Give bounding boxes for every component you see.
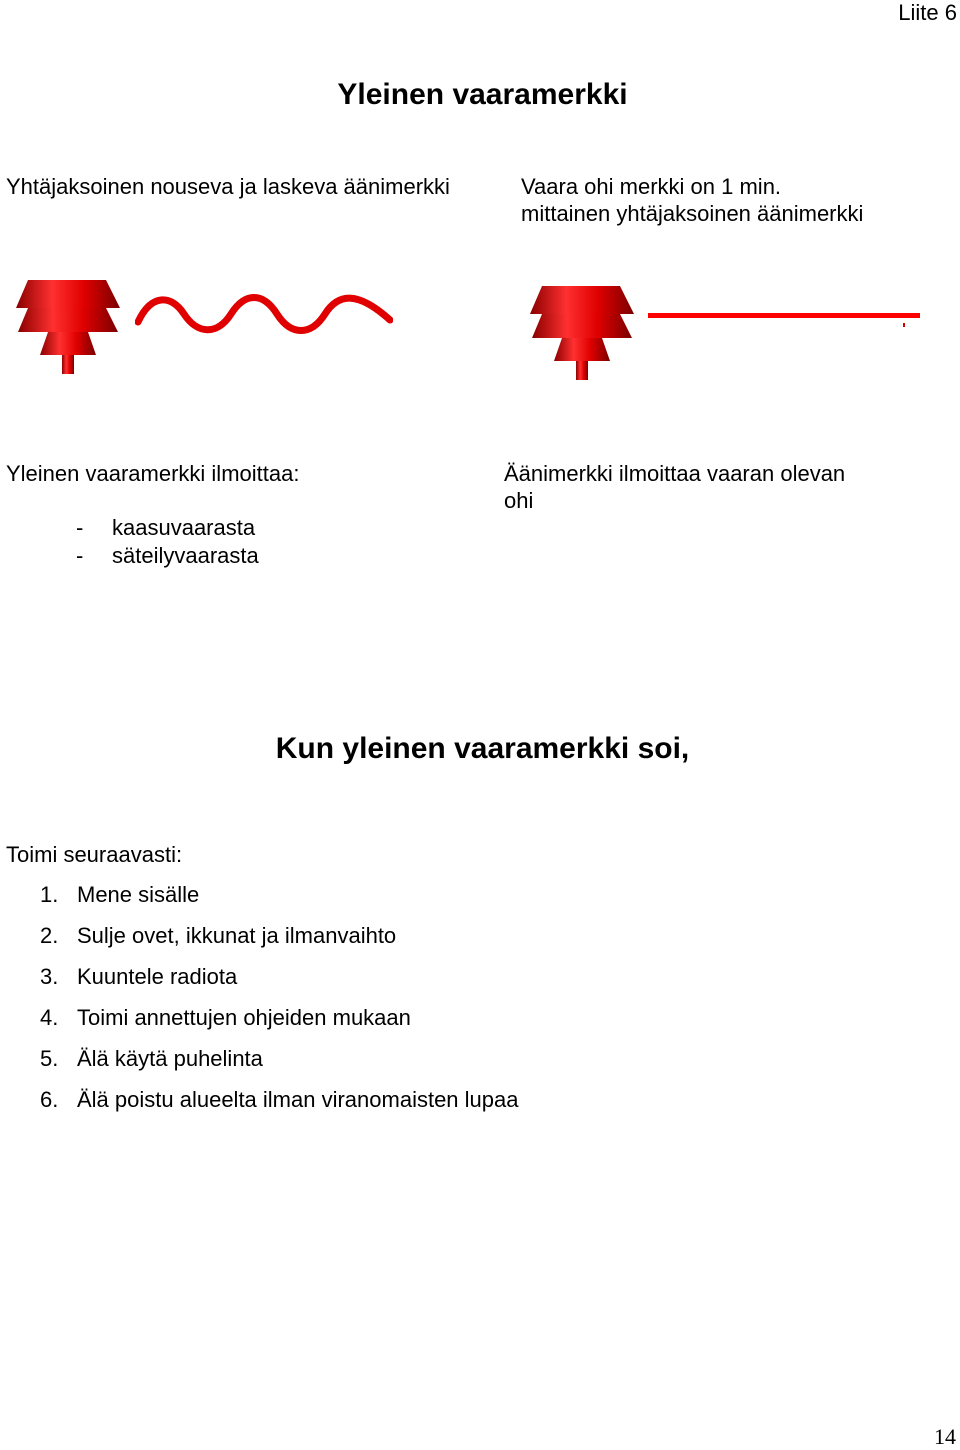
step-number: 2. [40,923,59,948]
right-signal-caption-line2: mittainen yhtäjaksoinen äänimerkki [521,201,864,226]
step-text: Älä käytä puhelinta [77,1046,263,1071]
step-text: Älä poistu alueelta ilman viranomaisten lupaa [77,1087,519,1112]
small-mark [903,323,905,327]
step-number: 3. [40,964,59,989]
step-text: Mene sisälle [77,882,200,907]
left-signal-caption: Yhtäjaksoinen nouseva ja laskeva äänimerkki [6,174,450,199]
right-description-line2: ohi [504,488,534,513]
left-description: Yleinen vaaramerkki ilmoittaa: [6,461,300,486]
right-description-line1: Äänimerkki ilmoittaa vaaran olevan [504,461,846,486]
step-number: 5. [40,1046,59,1071]
steady-tone-line-icon [648,313,920,318]
attachment-label: Liite 6 [898,0,957,25]
instructions-intro: Toimi seuraavasti: [6,842,183,867]
list-item-gas: kaasuvaarasta [112,515,256,540]
step-text: Toimi annettujen ohjeiden mukaan [77,1005,411,1030]
list-dash: - [76,543,84,568]
step-number: 6. [40,1087,59,1112]
page-number: 14 [934,1424,956,1449]
step-text: Kuuntele radiota [77,964,238,989]
list-dash: - [76,515,84,540]
instructions-heading: Kun yleinen vaaramerkki soi, [275,732,690,765]
right-signal-caption-line1: Vaara ohi merkki on 1 min. [521,174,782,199]
page-title: Yleinen vaaramerkki [337,78,628,111]
list-item-radiation: säteilyvaarasta [112,543,259,568]
siren-icon [528,286,636,382]
siren-icon [14,280,122,376]
step-text: Sulje ovet, ikkunat ja ilmanvaihto [77,923,397,948]
step-number: 4. [40,1005,59,1030]
rising-falling-wave-icon [135,288,393,340]
step-number: 1. [40,882,59,907]
